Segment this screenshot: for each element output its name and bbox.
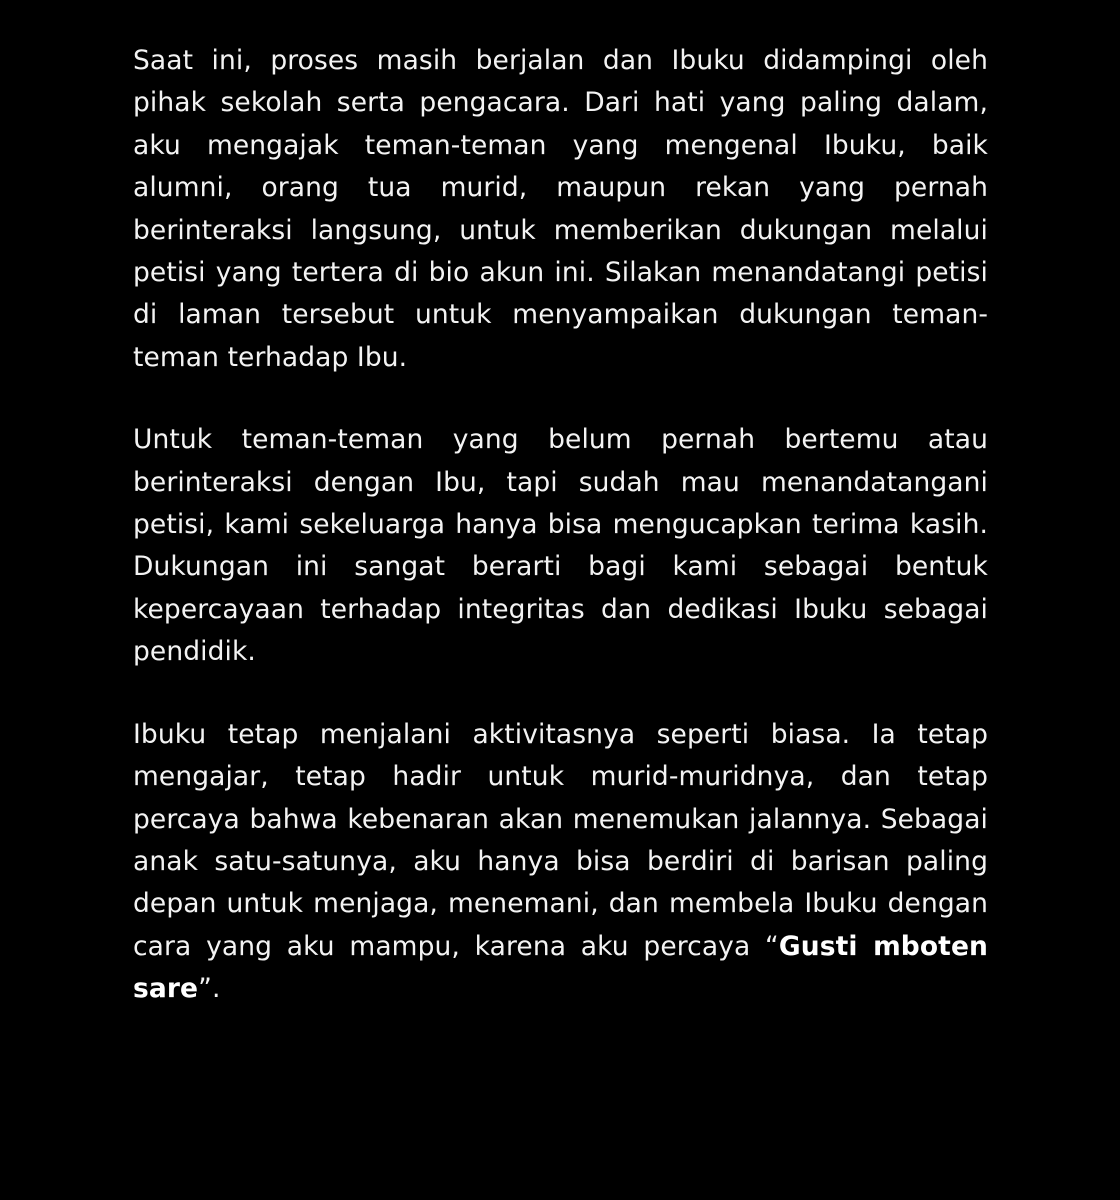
closing-end: ”. [198,973,221,1005]
paragraph-thanks: Untuk teman-teman yang belum pernah bertemu atau berinteraksi dengan Ibu, tapi sudah mau menandatangani petisi, kami sekeluarga hanya bisa mengucapkan terima kasih. Dukungan ini sangat berarti bagi kami sebagai bentuk kepercayaan terhadap integritas dan dedikasi Ibuku sebagai pendidik. [133,424,988,668]
closing-text: Ibuku tetap menjalani aktivitasnya seperti biasa. Ia tetap mengajar, tetap hadir untuk murid-muridnya, dan tetap percaya bahwa kebenaran akan menemukan jalannya. Sebagai anak satu-satunya, aku hanya bisa berdiri di barisan paling depan untuk menjaga, menemani, dan membela Ibuku dengan cara yang aku mampu, karena aku percaya “ [133,718,988,962]
document-body [133,40,988,1011]
closing-bold-phrase: Gusti mboten sare [133,930,988,1005]
paragraph-closing [133,714,988,1011]
paragraph-petition-call: Saat ini, proses masih berjalan dan Ibuku didampingi oleh pihak sekolah serta pengacara. Dari hati yang paling dalam, aku mengajak teman-teman yang mengenal Ibuku, baik alumni, orang tua murid, maupun rekan yang pernah berinteraksi langsung, untuk memberikan dukungan melalui petisi yang tertera di bio akun ini. Silakan menandatangi petisi di laman tersebut untuk menyampaikan dukungan teman-teman terhadap Ibu. [133,45,988,373]
